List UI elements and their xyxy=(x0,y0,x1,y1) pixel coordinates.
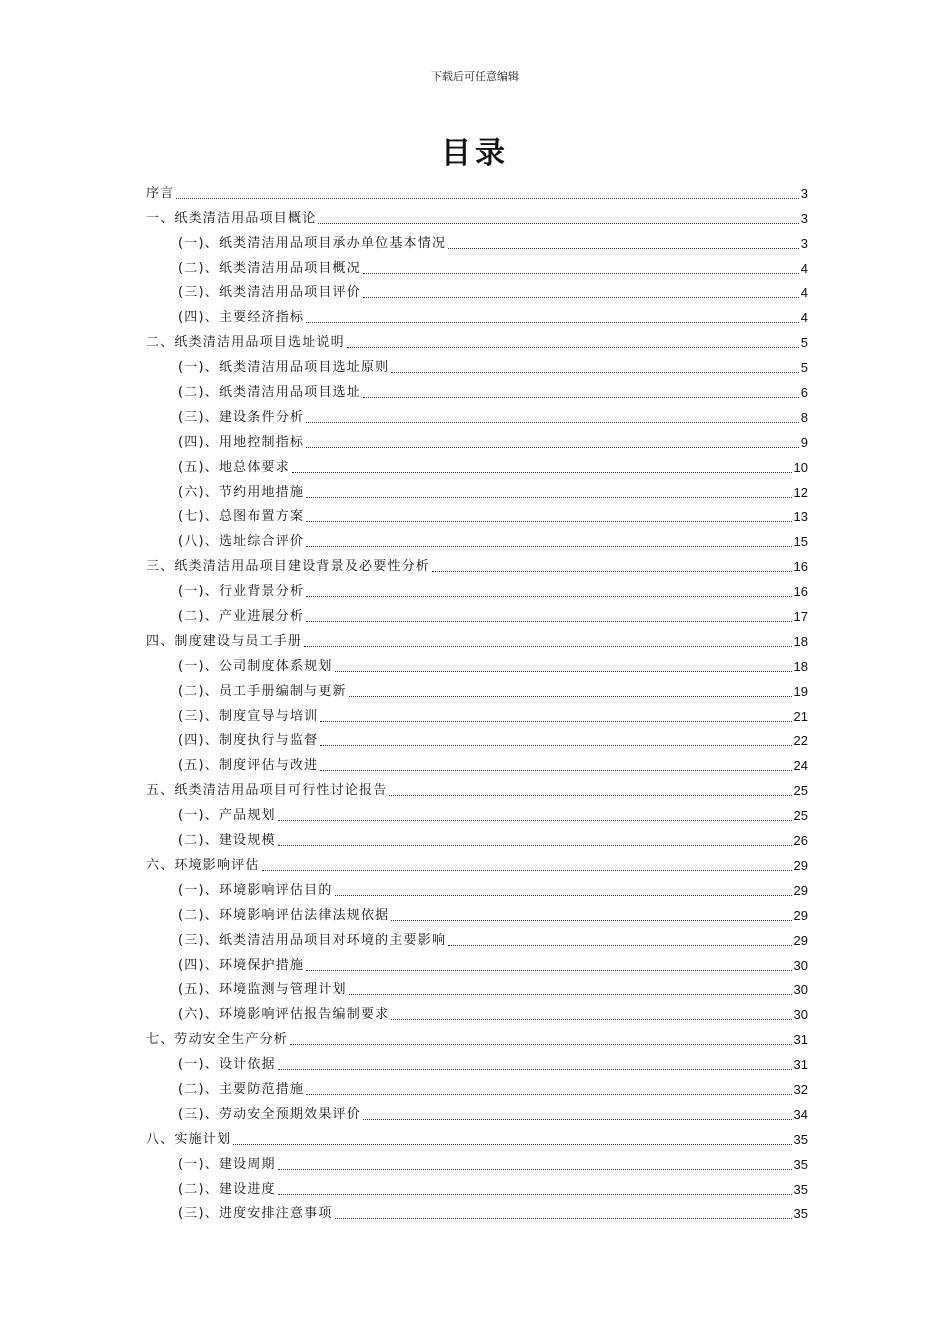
toc-entry[interactable] xyxy=(146,950,808,975)
toc-entry-label: (二)、纸类清洁用品项目概况 xyxy=(178,260,361,276)
toc-entry-page: 17 xyxy=(793,609,808,625)
toc-entry[interactable] xyxy=(146,750,808,775)
toc-dot-leader xyxy=(363,1118,792,1120)
toc-dot-leader xyxy=(335,894,792,896)
toc-entry[interactable] xyxy=(146,327,808,352)
toc-dot-leader xyxy=(391,371,798,373)
toc-entry-label: (一)、产品规划 xyxy=(178,808,276,824)
toc-entry[interactable] xyxy=(146,1074,808,1099)
toc-entry-page: 18 xyxy=(793,633,808,649)
toc-entry-page: 34 xyxy=(793,1106,808,1122)
toc-entry-page: 3 xyxy=(800,235,808,251)
toc-dot-leader xyxy=(278,844,792,846)
toc-entry[interactable] xyxy=(146,377,808,402)
toc-entry-label: (一)、建设周期 xyxy=(178,1156,276,1172)
toc-entry-label: (二)、环境影响评估法律法规依据 xyxy=(178,907,390,923)
toc-entry-page: 32 xyxy=(793,1081,808,1097)
toc-entry-page: 30 xyxy=(793,982,808,998)
toc-entry[interactable] xyxy=(146,601,808,626)
toc-dot-leader xyxy=(290,1043,792,1045)
toc-entry-label: (八)、选址综合评价 xyxy=(178,534,305,550)
toc-dot-leader xyxy=(306,595,791,597)
toc-entry[interactable] xyxy=(146,352,808,377)
toc-entry[interactable] xyxy=(146,178,808,203)
toc-dot-leader xyxy=(448,944,791,946)
toc-entry-page: 31 xyxy=(793,1057,808,1073)
toc-entry[interactable] xyxy=(146,800,808,825)
toc-entry-label: (一)、设计依据 xyxy=(178,1057,276,1073)
toc-entry-label: (四)、制度执行与监督 xyxy=(178,733,319,749)
toc-entry-label: (二)、产业进展分析 xyxy=(178,609,305,625)
toc-dot-leader xyxy=(306,496,791,498)
toc-entry-page: 35 xyxy=(793,1206,808,1222)
toc-entry-label: (四)、主要经济指标 xyxy=(178,310,305,326)
toc-dot-leader xyxy=(320,744,791,746)
toc-entry-label: (五)、地总体要求 xyxy=(178,459,290,475)
toc-entry-page: 29 xyxy=(793,932,808,948)
toc-entry-page: 29 xyxy=(793,882,808,898)
toc-entry-label: (六)、环境影响评估报告编制要求 xyxy=(178,1007,390,1023)
toc-entry-label: (三)、纸类清洁用品项目对环境的主要影响 xyxy=(178,932,447,948)
toc-entry-label: (四)、用地控制指标 xyxy=(178,434,305,450)
page-title: 目录 xyxy=(441,136,509,171)
toc-dot-leader xyxy=(349,993,792,995)
toc-entry-page: 24 xyxy=(793,758,808,774)
toc-dot-leader xyxy=(304,645,791,647)
toc-entry-label: 八、实施计划 xyxy=(146,1131,232,1147)
toc-entry[interactable] xyxy=(146,526,808,551)
toc-entry[interactable] xyxy=(146,925,808,950)
toc-entry-label: (二)、建设进度 xyxy=(178,1181,276,1197)
toc-entry-page: 19 xyxy=(793,683,808,699)
toc-entry[interactable] xyxy=(146,502,808,527)
toc-entry-page: 35 xyxy=(793,1181,808,1197)
toc-dot-leader xyxy=(306,1093,791,1095)
toc-dot-leader xyxy=(347,346,799,348)
toc-entry[interactable] xyxy=(146,1174,808,1199)
toc-dot-leader xyxy=(432,570,792,572)
toc-entry-page: 35 xyxy=(793,1156,808,1172)
toc-entry[interactable] xyxy=(146,850,808,875)
toc-dot-leader xyxy=(262,869,792,871)
toc-entry-label: (一)、纸类清洁用品项目承办单位基本情况 xyxy=(178,235,447,251)
toc-entry-page: 8 xyxy=(800,409,808,425)
toc-entry-page: 4 xyxy=(800,260,808,276)
toc-entry-label: (三)、劳动安全预期效果评价 xyxy=(178,1106,361,1122)
toc-entry[interactable] xyxy=(146,726,808,751)
toc-entry[interactable] xyxy=(146,975,808,1000)
toc-entry-label: 一、纸类清洁用品项目概论 xyxy=(146,210,317,226)
toc-dot-leader xyxy=(233,1143,791,1145)
header-note: 下载后可任意编辑 xyxy=(431,70,519,83)
toc-entry-label: (一)、环境影响评估目的 xyxy=(178,882,333,898)
toc-entry-label: 四、制度建设与员工手册 xyxy=(146,633,303,649)
toc-dot-leader xyxy=(448,247,799,249)
toc-entry-page: 3 xyxy=(800,210,808,226)
toc-entry[interactable] xyxy=(146,651,808,676)
toc-dot-leader xyxy=(306,969,791,971)
toc-dot-leader xyxy=(389,794,791,796)
toc-dot-leader xyxy=(335,1217,792,1219)
toc-entry-label: 三、纸类清洁用品项目建设背景及必要性分析 xyxy=(146,559,431,575)
toc-dot-leader xyxy=(306,620,791,622)
toc-dot-leader xyxy=(306,421,799,423)
toc-entry[interactable] xyxy=(146,203,808,228)
toc-entry-label: 七、劳动安全生产分析 xyxy=(146,1032,289,1048)
toc-entry-page: 35 xyxy=(793,1131,808,1147)
toc-entry-label: (三)、进度安排注意事项 xyxy=(178,1206,333,1222)
toc-entry-page: 21 xyxy=(793,708,808,724)
toc-dot-leader xyxy=(335,670,792,672)
toc-entry-page: 10 xyxy=(793,459,808,475)
toc-entry-page: 31 xyxy=(793,1032,808,1048)
toc-entry-label: (一)、公司制度体系规划 xyxy=(178,658,333,674)
toc-entry[interactable] xyxy=(146,1024,808,1049)
toc-entry[interactable] xyxy=(146,1124,808,1149)
toc-entry[interactable] xyxy=(146,576,808,601)
toc-entry[interactable] xyxy=(146,477,808,502)
toc-dot-leader xyxy=(292,471,792,473)
toc-entry-label: 五、纸类清洁用品项目可行性讨论报告 xyxy=(146,783,388,799)
toc-entry[interactable] xyxy=(146,402,808,427)
toc-entry-label: (三)、纸类清洁用品项目评价 xyxy=(178,285,361,301)
toc-entry-page: 26 xyxy=(793,833,808,849)
toc-entry[interactable] xyxy=(146,626,808,651)
toc-dot-leader xyxy=(306,520,791,522)
toc-entry-page: 5 xyxy=(800,335,808,351)
toc-entry-page: 3 xyxy=(800,185,808,201)
toc-entry-page: 4 xyxy=(800,310,808,326)
toc-entry[interactable] xyxy=(146,900,808,925)
toc-entry-page: 25 xyxy=(793,783,808,799)
toc-entry-page: 30 xyxy=(793,957,808,973)
toc-entry[interactable] xyxy=(146,278,808,303)
toc-entry-label: (二)、纸类清洁用品项目选址 xyxy=(178,385,361,401)
toc-entry[interactable] xyxy=(146,701,808,726)
toc-entry-label: (一)、行业背景分析 xyxy=(178,584,305,600)
toc-entry[interactable] xyxy=(146,1199,808,1224)
toc-entry[interactable] xyxy=(146,1049,808,1074)
toc-entry[interactable] xyxy=(146,875,808,900)
toc-entry-label: (二)、建设规模 xyxy=(178,833,276,849)
toc-entry-page: 30 xyxy=(793,1007,808,1023)
toc-entry-label: (五)、制度评估与改进 xyxy=(178,758,319,774)
toc-entry-label: (一)、纸类清洁用品项目选址原则 xyxy=(178,360,390,376)
toc-entry[interactable] xyxy=(146,228,808,253)
toc-entry-page: 9 xyxy=(800,434,808,450)
toc-dot-leader xyxy=(391,1018,791,1020)
toc-entry-page: 25 xyxy=(793,808,808,824)
toc-entry-page: 18 xyxy=(793,658,808,674)
toc-entry-page: 15 xyxy=(793,534,808,550)
toc-dot-leader xyxy=(278,1068,792,1070)
toc-dot-leader xyxy=(278,1168,792,1170)
toc-entry-page: 29 xyxy=(793,857,808,873)
toc-dot-leader xyxy=(349,695,792,697)
toc-entry-label: (二)、员工手册编制与更新 xyxy=(178,683,347,699)
toc-dot-leader xyxy=(278,819,792,821)
toc-entry[interactable] xyxy=(146,253,808,278)
toc-entry[interactable] xyxy=(146,999,808,1024)
toc-entry-label: (三)、建设条件分析 xyxy=(178,409,305,425)
toc-dot-leader xyxy=(320,769,791,771)
toc-entry-page: 12 xyxy=(793,484,808,500)
toc-entry-page: 5 xyxy=(800,360,808,376)
toc-entry[interactable] xyxy=(146,676,808,701)
toc-dot-leader xyxy=(363,396,799,398)
toc-dot-leader xyxy=(306,321,799,323)
toc-entry-page: 4 xyxy=(800,285,808,301)
toc-entry-label: 六、环境影响评估 xyxy=(146,857,260,873)
toc-dot-leader xyxy=(363,296,799,298)
toc-entry-page: 16 xyxy=(793,584,808,600)
toc-dot-leader xyxy=(176,197,798,199)
toc-entry-label: 二、纸类清洁用品项目选址说明 xyxy=(146,335,345,351)
toc-entry[interactable] xyxy=(146,825,808,850)
toc-entry[interactable] xyxy=(146,551,808,576)
table-of-contents xyxy=(146,178,808,1223)
toc-entry-page: 13 xyxy=(793,509,808,525)
toc-dot-leader xyxy=(320,720,791,722)
toc-entry[interactable] xyxy=(146,775,808,800)
toc-entry-label: (五)、环境监测与管理计划 xyxy=(178,982,347,998)
toc-entry-label: 序言 xyxy=(146,185,175,201)
toc-entry-page: 16 xyxy=(793,559,808,575)
toc-entry[interactable] xyxy=(146,427,808,452)
toc-entry-page: 29 xyxy=(793,907,808,923)
toc-entry[interactable] xyxy=(146,1099,808,1124)
toc-entry-label: (六)、节约用地措施 xyxy=(178,484,305,500)
toc-entry-label: (四)、环境保护措施 xyxy=(178,957,305,973)
toc-entry-page: 6 xyxy=(800,385,808,401)
toc-dot-leader xyxy=(318,222,798,224)
toc-dot-leader xyxy=(278,1193,792,1195)
toc-entry-label: (七)、总图布置方案 xyxy=(178,509,305,525)
toc-dot-leader xyxy=(306,545,791,547)
toc-dot-leader xyxy=(363,272,799,274)
toc-entry-page: 22 xyxy=(793,733,808,749)
toc-entry[interactable] xyxy=(146,1149,808,1174)
toc-entry-label: (二)、主要防范措施 xyxy=(178,1081,305,1097)
toc-entry-label: (三)、制度宣导与培训 xyxy=(178,708,319,724)
toc-entry[interactable] xyxy=(146,302,808,327)
toc-dot-leader xyxy=(391,919,791,921)
toc-entry[interactable] xyxy=(146,452,808,477)
toc-dot-leader xyxy=(306,446,799,448)
